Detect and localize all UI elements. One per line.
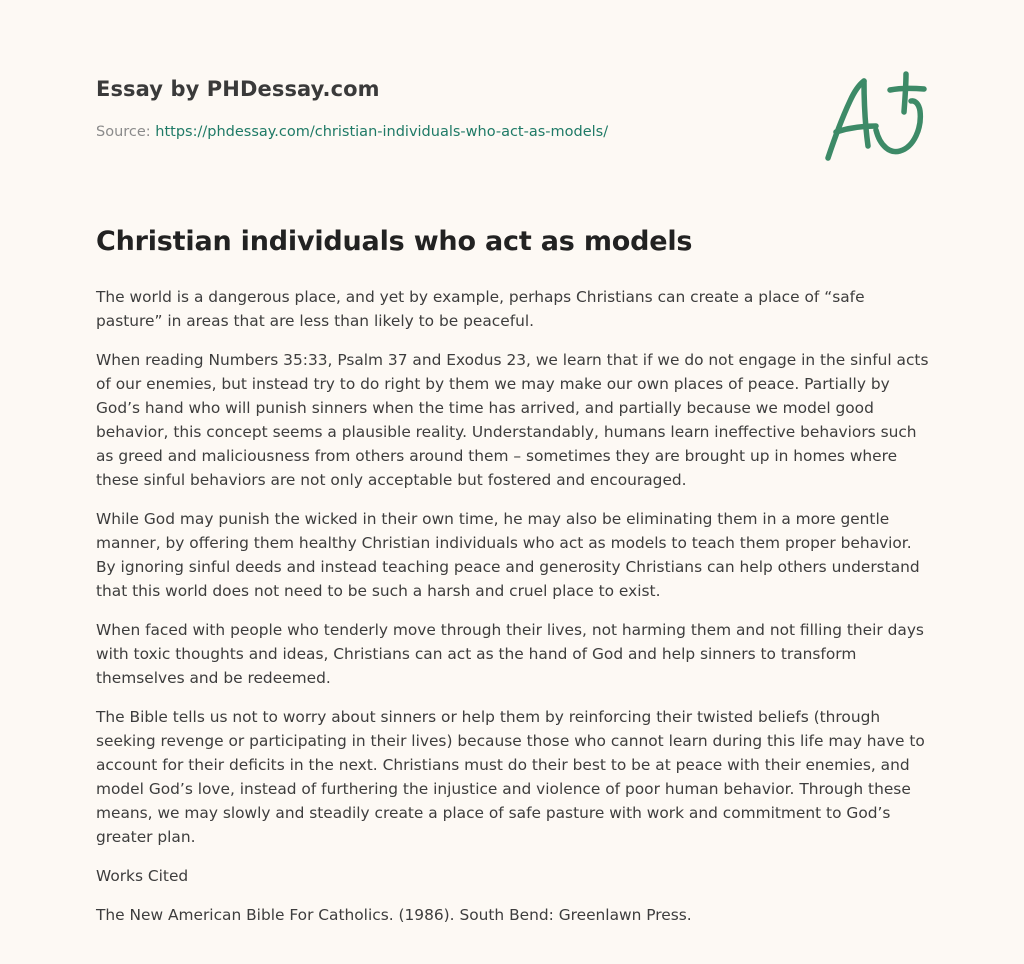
a-plus-logo-icon — [820, 68, 930, 168]
source-label: Source: — [96, 124, 151, 140]
source-line — [96, 124, 608, 140]
paragraph: When reading Numbers 35:33, Psalm 37 and Exodus 23, we learn that if we do not engage in the sinful acts of our enemies, but instead try to do right by them we may make our own places of peace. Partially by God’s hand who will punish sinners when the time has arrived, and partially because we model good behavior, this concept seems a plausible reality. Understandably, humans learn ineffective behaviors such as greed and maliciousness from others around them – sometimes they are brought up in homes where these sinful behaviors are not only acceptable but fostered and encouraged. — [96, 351, 929, 489]
article-body — [96, 285, 934, 942]
citation: The New American Bible For Catholics. (1986). South Bend: Greenlawn Press. — [96, 906, 692, 924]
paragraph: The world is a dangerous place, and yet by example, perhaps Christians can create a place of “safe pasture” in areas that are less than likely to be peaceful. — [96, 288, 865, 330]
article-title: Christian individuals who act as models — [96, 226, 693, 257]
paragraph: While God may punish the wicked in their own time, he may also be eliminating them in a more gentle manner, by offering them healthy Christian individuals who act as models to teach them proper behavior. By ignoring sinful deeds and instead teaching peace and generosity Christians can help others understand that this world does not need to be such a harsh and cruel place to exist. — [96, 510, 920, 600]
works-cited-heading: Works Cited — [96, 867, 189, 885]
source-link[interactable]: https://phdessay.com/christian-individuals-who-act-as-models/ — [155, 124, 609, 140]
paragraph: When faced with people who tenderly move through their lives, not harming them and not filling their days with toxic thoughts and ideas, Christians can act as the hand of God and help sinners to transform themselves and be redeemed. — [96, 621, 924, 687]
paragraph: The Bible tells us not to worry about sinners or help them by reinforcing their twisted beliefs (through seeking revenge or participating in their lives) because those who cannot learn during this life may have to account for their deficits in the next. Christians must do their best to be at peace with their enemies, and model God’s love, instead of furthering the injustice and violence of poor human behavior. Through these means, we may slowly and steadily create a place of safe pasture with work and commitment to God’s greater plan. — [96, 708, 925, 846]
brand-title: Essay by PHDessay.com — [96, 77, 380, 101]
